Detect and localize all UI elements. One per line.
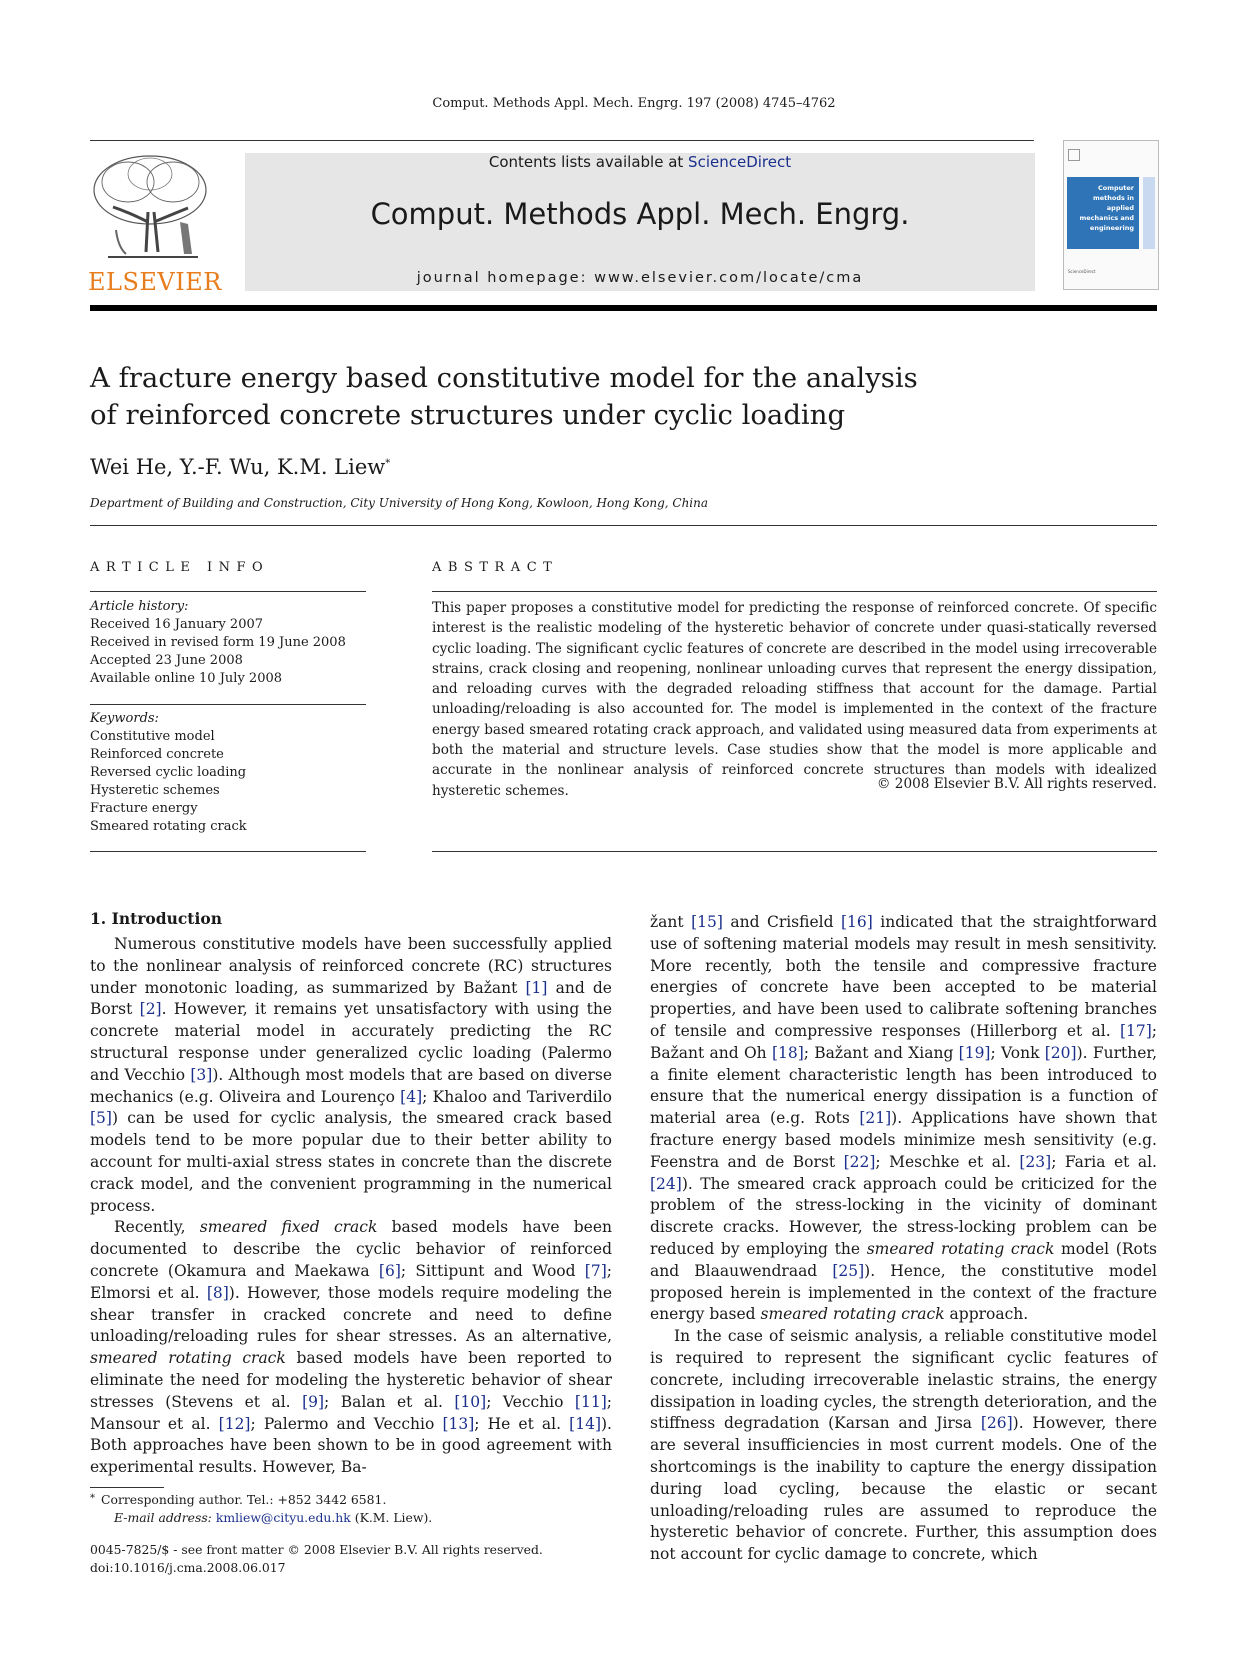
citation-link[interactable]: [21]	[859, 1109, 892, 1128]
keywords-label: Keywords:	[90, 711, 159, 726]
history-item: Available online 10 July 2008	[90, 671, 283, 686]
citation-link[interactable]: [11]	[574, 1392, 607, 1411]
article-info-rule-bottom	[90, 851, 366, 852]
citation-link[interactable]: [14]	[569, 1414, 601, 1433]
keyword-item: Constitutive model	[90, 729, 215, 744]
citation-link[interactable]: [19]	[958, 1043, 991, 1062]
footnote-line-2: E-mail address: kmliew@cityu.edu.hk (K.M. Liew).	[114, 1510, 433, 1525]
keywords	[90, 710, 370, 836]
abstract-rule-top	[432, 591, 1157, 592]
history-label: Article history:	[90, 599, 189, 614]
citation-link[interactable]: [24]	[650, 1174, 682, 1193]
header-rule	[90, 140, 1034, 141]
citation-link[interactable]: [22]	[843, 1152, 876, 1171]
contents-prefix: Contents lists available at	[488, 153, 689, 171]
article-history	[90, 598, 370, 688]
front-matter	[90, 1541, 543, 1577]
keyword-item: Fracture energy	[90, 801, 198, 816]
citation-link[interactable]: [2]	[139, 1000, 162, 1019]
doi-line[interactable]: doi:10.1016/j.cma.2008.06.017	[90, 1560, 286, 1575]
keyword-item: Smeared rotating crack	[90, 819, 247, 834]
citation-link[interactable]: [13]	[442, 1414, 475, 1433]
history-item: Accepted 23 June 2008	[90, 653, 243, 668]
citation-link[interactable]: [1]	[525, 978, 548, 997]
keyword-item: Reversed cyclic loading	[90, 765, 247, 780]
section-heading-introduction: 1. Introduction	[90, 909, 222, 928]
citation-link[interactable]: [9]	[302, 1392, 325, 1411]
citation-link[interactable]: [12]	[218, 1414, 251, 1433]
elsevier-wordmark: ELSEVIER	[88, 268, 222, 296]
affiliation-rule	[90, 525, 1157, 526]
citation-link[interactable]: [18]	[771, 1043, 804, 1062]
abstract-text: This paper proposes a constitutive model for predicting the response of reinforced concrete. Of specific interest is the realistic modeling of the hysteretic behavior of concrete under quasi-statically reversed cyclic loading. The significant cyclic features of concrete are described in the model using irrecoverable strains, crack closing and reopening, nonlinear unloading curves that represent the energy dissipation, and reloading curves with the degraded reloading stiffness that account for the damage. Partial unloading/reloading is also accounted for. The model is implemented in the context of the fracture energy based smeared rotating crack approach, and validated using measured data from experiments at both the material and structure levels. Case studies show that the model is more applicable and accurate in the nonlinear analysis of reinforced concrete structures than models with idealized hysteretic schemes.	[432, 600, 1157, 799]
email-link[interactable]: kmliew@cityu.edu.hk	[215, 1510, 351, 1525]
cover-title-block	[1067, 177, 1139, 249]
citation-link[interactable]: [3]	[190, 1065, 213, 1084]
paragraph: Numerous constitutive models have been successfully applied to the nonlinear analysis of reinforced concrete (RC) structures under monotonic loading, as summarized by Bažant [1] and de Borst [2]. However, it remains yet unsatisfactory with using the concrete material model in accurately predicting the RC structural response under generalized cyclic loading (Palermo and Vecchio [3]). Although most models that are based on diverse mechanics (e.g. Oliveira and Lourenço [4]; Khaloo and Tariverdilo [5]) can be used for cyclic analysis, the smeared crack based models tend to be more popular due to their better ability to account for multi-axial stress states in concrete than the discrete crack model, and the convenient programming in the numerical process.	[90, 935, 613, 1215]
keyword-item: Hysteretic schemes	[90, 783, 220, 798]
keyword-item: Reinforced concrete	[90, 747, 224, 762]
tree-icon	[88, 152, 218, 267]
article-info-heading: ARTICLE INFO	[90, 560, 270, 575]
paragraph: In the case of seismic analysis, a reliable constitutive model is required to represent the significant cyclic features of concrete, including irrecoverable inelastic strains, the energy dissipation in loading cycles, the strength deterioration, and the stiffness degradation (Karsan and Jirsa [26]). However, there are several insufficiencies in most current models. One of the shortcomings is the inability to capture the energy dissipation during load cycling, because the elastic or secant unloading/reloading rules are assumed to reproduce the hysteretic behavior of concrete. Further, this assumption does not account for cyclic damage to concrete, which	[650, 1327, 1157, 1564]
journal-homepage[interactable]: journal homepage: www.elsevier.com/locate/cma	[416, 270, 864, 286]
cover-side-strip	[1143, 177, 1155, 249]
article-info-rule-top	[90, 591, 366, 592]
article-title-line-1: A fracture energy based constitutive model for the analysis	[90, 362, 918, 394]
paragraph: žant [15] and Crisfield [16] indicated that the straightforward use of softening material models may result in mesh sensitivity. More recently, both the tensile and compressive fracture energies of concrete have been accepted to be material properties, and have been used to calibrate softening branches of tensile and compressive responses (Hillerborg et al. [17]; Bažant and Oh [18]; Bažant and Xiang [19]; Vonk [20]). Further, a finite element characteristic length has been introduced to ensure that the numerical energy dissipation is a function of material area (e.g. Rots [21]). Applications have shown that fracture energy based models minimize mesh sensitivity (e.g. Feenstra and de Borst [22]; Meschke et al. [23]; Faria et al. [24]). The smeared crack approach could be criticized for the problem of the stress-locking in the vicinity of dominant discrete cracks. However, the stress-locking problem can be reduced by employing the smeared rotating crack model (Rots and Blaauwendraad [25]). Hence, the constitutive model proposed herein is implemented in the context of the fracture energy based smeared rotating crack approach.	[650, 913, 1158, 1324]
history-item: Received 16 January 2007	[90, 617, 264, 632]
citation-link[interactable]: [10]	[454, 1392, 487, 1411]
history-item: Received in revised form 19 June 2008	[90, 635, 346, 650]
article-title	[90, 360, 990, 434]
sciencedirect-link[interactable]: ScienceDirect	[688, 153, 792, 171]
cover-footer: ScienceDirect	[1068, 269, 1096, 274]
journal-cover-thumbnail	[1063, 140, 1159, 290]
citation-link[interactable]: [5]	[90, 1109, 112, 1128]
paragraph: Recently, smeared fixed crack based models have been documented to describe the cyclic behavior of reinforced concrete (Okamura and Maekawa [6]; Sittipunt and Wood [7]; Elmorsi et al. [8]). However, those models require modeling the shear transfer in cracked concrete and need to define unloading/reloading rules for shear stresses. As an alternative, smeared rotating crack based models have been reported to eliminate the need for modeling the hysteretic behavior of shear stresses (Stevens et al. [9]; Balan et al. [10]; Vecchio [11]; Mansour et al. [12]; Palermo and Vecchio [13]; He et al. [14]). Both approaches have been shown to be in good agreement with experimental results. However, Ba-	[90, 1218, 612, 1477]
abstract-copyright: © 2008 Elsevier B.V. All rights reserved.	[876, 776, 1157, 792]
abstract-rule-bottom	[432, 851, 1157, 852]
footnote-line-1: * Corresponding author. Tel.: +852 3442 6581.	[90, 1492, 387, 1507]
body-column-right	[650, 912, 1157, 1566]
affiliation: Department of Building and Construction, City University of Hong Kong, Kowloon, Hong Kong, China	[90, 496, 709, 510]
authors-text: Wei He, Y.-F. Wu, K.M. Liew	[90, 455, 386, 479]
contents-line	[245, 153, 1035, 171]
citation-link[interactable]: [16]	[840, 913, 873, 931]
citation-link[interactable]: [4]	[400, 1087, 423, 1106]
citation-link[interactable]: [8]	[206, 1283, 229, 1302]
issn-line: 0045-7825/$ - see front matter © 2008 Elsevier B.V. All rights reserved.	[90, 1542, 543, 1557]
article-info-rule-mid	[90, 704, 366, 705]
citation-link[interactable]: [25]	[832, 1261, 865, 1280]
citation-link[interactable]: [26]	[980, 1414, 1013, 1433]
citation-link[interactable]: [23]	[1019, 1152, 1052, 1171]
journal-title: Comput. Methods Appl. Mech. Engrg.	[370, 197, 910, 231]
author-list	[90, 455, 390, 479]
citation-link[interactable]: [15]	[691, 913, 723, 931]
corresponding-author-mark[interactable]: *	[385, 458, 391, 469]
abstract-heading: ABSTRACT	[432, 560, 559, 575]
article-title-line-2: of reinforced concrete structures under cyclic loading	[90, 399, 846, 431]
cover-title-text: Computer methods in applied mechanics and engineering	[1079, 184, 1134, 232]
body-column-left	[90, 934, 612, 1479]
citation-link[interactable]: [20]	[1044, 1043, 1077, 1062]
footnote-mark: *	[90, 1493, 95, 1504]
journal-citation: Comput. Methods Appl. Mech. Engrg. 197 (2008) 4745–4762	[432, 96, 836, 111]
citation-link[interactable]: [6]	[378, 1261, 401, 1280]
cover-logo-icon	[1068, 149, 1080, 161]
citation-link[interactable]: [7]	[584, 1261, 607, 1280]
header-thick-rule	[90, 305, 1157, 311]
footnote-rule	[90, 1487, 164, 1488]
footnote	[90, 1490, 610, 1527]
citation-link[interactable]: [17]	[1119, 1021, 1152, 1040]
